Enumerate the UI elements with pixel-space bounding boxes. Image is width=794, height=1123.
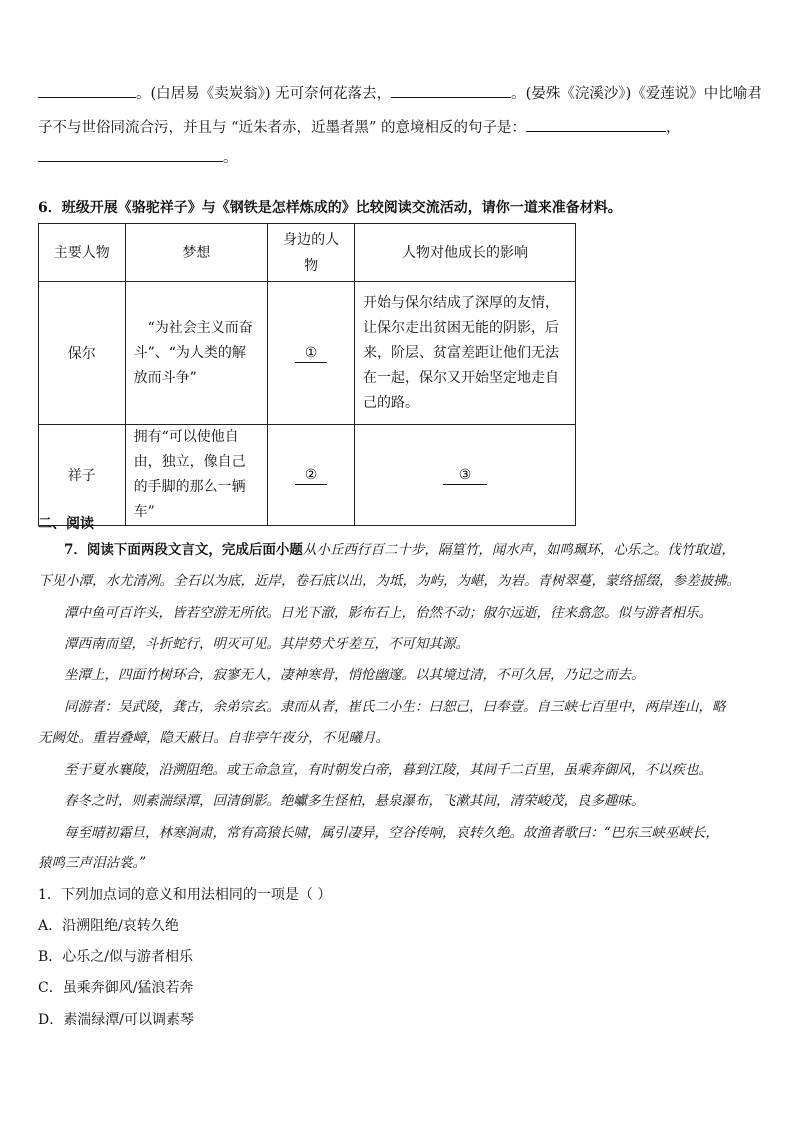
header-cell [268, 224, 355, 282]
option-b[interactable]: B．心乐之/似与游者相乐 [38, 949, 194, 965]
influence-cell [354, 282, 575, 425]
passage-line: 春冬之时，则素湍绿潭，回清倒影。绝巘多生怪柏，悬泉瀑布，飞漱其间，清荣峻茂，良多趣味。 [64, 793, 645, 809]
subquestion-1-prompt: 1．下列加点词的意义和用法相同的一项是（ ） [38, 887, 332, 903]
answer-blank[interactable] [526, 116, 666, 132]
option-c[interactable]: C．虽乘奔御风/猛浪若奔 [38, 980, 194, 996]
header-cell-text: 身边的人物 [283, 231, 340, 274]
passage-line: 下见小潭，水尤清冽。全石以为底，近岸，卷石底以出，为坻，为屿，为嵁，为岩。青树翠蔓，蒙络摇缀，参差披拂。 [38, 573, 740, 589]
answer-slot[interactable]: ① [295, 344, 327, 363]
line-text: ， [666, 120, 681, 136]
answer-blank[interactable] [38, 82, 136, 98]
passage-line: 坐潭上，四面竹树环合，寂寥无人，凄神寒骨，悄怆幽邃。以其境过清，不可久居，乃记之而去。 [64, 667, 645, 683]
person-cell [268, 282, 355, 425]
passage-line: 至于夏水襄陵，沿溯阻绝。或王命急宣，有时朝发白帝，暮到江陵，其间千二百里，虽乘奔御风，不以疾也。 [64, 762, 712, 778]
answer-slot[interactable]: ② [295, 466, 327, 485]
influence-cell [354, 425, 575, 526]
section-heading: 二、阅读 [38, 516, 94, 532]
line-text: 。(白居易《卖炭翁》) 无可奈何花落去， [136, 86, 392, 102]
answer-blank[interactable] [38, 146, 223, 162]
passage-text: 从小丘西行百二十步，隔篁竹，闻水声，如鸣珮环，心乐之。伐竹取道， [302, 542, 735, 558]
passage-line: 猿鸣三声泪沾裳。” [38, 855, 147, 871]
fill-line-3 [38, 146, 238, 168]
passage-line: 每至晴初霜旦，林寒涧肃，常有高猿长啸，属引凄异，空谷传响，哀转久绝。故渔者歌曰：“巴东三峡巫峡长， [64, 825, 719, 841]
header-cell: 梦想 [125, 224, 268, 282]
option-d[interactable]: D．素湍绿潭/可以调素琴 [38, 1012, 194, 1028]
question-7-lead: 7．阅读下面两段文言文，完成后面小题 [64, 542, 303, 558]
dream-cell [125, 425, 268, 526]
table-row [39, 282, 576, 425]
line-text: 。 [223, 150, 238, 166]
answer-slot[interactable]: ③ [443, 466, 487, 485]
line-text: 。(晏殊《浣溪沙》)《爱莲说》中比喻君 [511, 86, 762, 102]
dream-text: “为社会主义而奋斗”、“为人类的解放而斗争” [133, 319, 253, 386]
character-name: 保尔 [39, 282, 126, 425]
table-header-row [39, 224, 576, 282]
passage-line [64, 540, 784, 560]
question-6-prompt: 6．班级开展《骆驼祥子》与《钢铁是怎样炼成的》比较阅读交流活动，请你一道来准备材料。 [38, 200, 622, 216]
header-cell: 人物对他成长的影响 [354, 224, 575, 282]
passage-line: 无阙处。重岩叠嶂，隐天蔽日。自非亭午夜分，不见曦月。 [38, 730, 389, 746]
fill-line-1 [38, 82, 762, 104]
character-name: 祥子 [39, 425, 126, 526]
dream-text: 拥有“可以使他自由，独立，像自己的手脚的那么一辆车” [133, 429, 246, 520]
option-a[interactable]: A．沿溯阻绝/哀转久绝 [38, 918, 179, 934]
fill-line-2 [38, 116, 681, 138]
influence-text: 开始与保尔结成了深厚的友情，让保尔走出贫困无能的阴影，后来，阶层、贫富差距让他们无法在一起，保尔又开始坚定地走自己的路。 [362, 294, 559, 411]
table-row [39, 425, 576, 526]
dream-cell [125, 282, 268, 425]
header-cell: 主要人物 [39, 224, 126, 282]
person-cell [268, 425, 355, 526]
passage-line: 潭西南而望，斗折蛇行，明灭可见。其岸势犬牙差互，不可知其源。 [64, 636, 469, 652]
line-text: 子不与世俗同流合污，并且与 “近朱者赤，近墨者黑” 的意境相反的句子是： [38, 120, 527, 136]
answer-blank[interactable] [391, 82, 511, 98]
passage-line: 同游者：吴武陵，龚古，余弟宗玄。隶而从者，崔氏二小生：曰恕己，曰奉壹。自三峡七百里中，两岸连山，略 [64, 699, 726, 715]
passage-line: 潭中鱼可百许头，皆若空游无所依。日光下澈，影布石上，佁然不动；俶尔远逝，往来翕忽。似与游者相乐。 [64, 605, 712, 621]
comparison-table [38, 223, 576, 526]
